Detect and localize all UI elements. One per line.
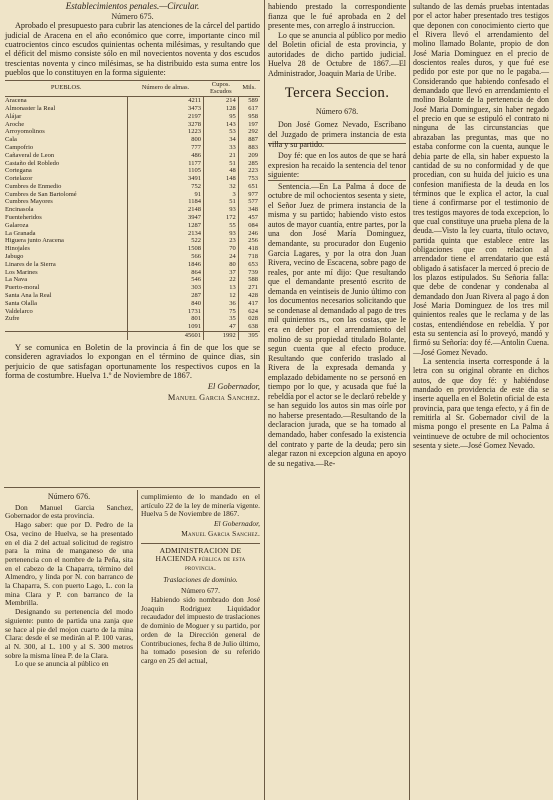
almas-value: 287 <box>127 292 203 300</box>
table-row <box>5 160 260 168</box>
column-rule <box>264 0 265 800</box>
table-row <box>5 128 260 136</box>
table-row <box>5 183 260 191</box>
table-row <box>5 284 260 292</box>
escudos-value: 33 <box>204 144 239 152</box>
signer-title: El Gobernador, <box>214 519 260 529</box>
almas-value: 1287 <box>127 222 203 230</box>
pueblo-name: Hinojales <box>5 245 30 253</box>
notice-body: cumplimiento de lo mandado en el artículo 22 de la ley de minería vigente. Huelva 5 de Noviembre de 1867. <box>141 492 260 519</box>
table-row <box>5 245 260 253</box>
mils-value: 292 <box>238 128 260 136</box>
notice-body: sultando de las demás pruebas intentadas por el actor haber presentado tres testigos que deponen con conocimiento cierto que el Rivera llevó el arrendamiento del molino llamado Bolante, propio de don José Maria Dominguez en el precio de doscientos reales duros, y que fué ese pedido por este por que no le pagaba.—Considerando que habiendo confesado el demandado que llevó en arrendamiento el molino Bolante de la pertenencia de don José Maria Dominguez, sin haber negado el precio en que se estipuló el contrato ni ninguna de las circunstancias que abrazaban las preguntas, mas que no estaba conforme con la cuenta, aunque le debia parte de ella, sin haber expuesto la cantidad de su no conformidad y de que procedian, con su huida del juicio es una confesion manifiesta de la deuda en los términos que le explica el actor, la cual tiene á confirmarse por el testimonio de tres testigos mayores de toda excepcion, lo que cual constituye una prueba plena de la deuda.—Visto la ley cuarta, título octavo, partida quinta que establece entre las obligaciones que con relacion al arrendador tiene el arrendatario que está obligado á satisfacer la merced ó precio de los plazos estipulados. Su Señoria falla: que debe de condenar y condenaba al demandado don Juan Rivera al pago á don José Maria Dominguez de los tres mil quinientos reales que le reclama y de las costas, entendiéndose en rebeldía. Y por esta su sentencia así lo proveyó, mandó y firmó su Señoría: doy fé.—Antolin Cuena.—José Gomez Nevado. <box>413 2 549 357</box>
almas-value: 4211 <box>127 97 203 105</box>
pueblo-name: Cañaveral de Leon <box>5 151 55 159</box>
table-row <box>5 269 260 277</box>
mils-value: 028 <box>238 315 260 323</box>
section-title: Establecimientos penales.—Circular. <box>65 1 200 11</box>
table-row <box>5 315 260 323</box>
table-row <box>5 300 260 308</box>
col-escudos-label: Escudos <box>210 88 232 96</box>
escudos-value: 95 <box>204 113 239 121</box>
mils-value: 428 <box>238 292 260 300</box>
notice-body: Doy fé: que en los autos de que se hará expresion ha recaido la sentencia del tenor siguiente: <box>268 151 406 180</box>
almas-value: 2148 <box>127 206 203 214</box>
notice-number: Número 675. <box>111 11 154 21</box>
section-heading: Tercera Seccion. <box>284 85 390 102</box>
table-row <box>5 167 260 175</box>
right-column <box>413 2 549 451</box>
table-row <box>5 121 260 129</box>
escudos-value: 23 <box>204 237 239 245</box>
mils-value: 588 <box>238 276 260 284</box>
almas-value: 91 <box>127 191 203 199</box>
pueblo-name: Jabugo <box>5 253 24 261</box>
escudos-value: 55 <box>204 222 239 230</box>
pueblo-name: Santa Olalla <box>5 299 37 307</box>
table-row <box>5 222 260 230</box>
escudos-value: 3 <box>204 191 239 199</box>
escudos-value: 51 <box>204 160 239 168</box>
table-row <box>5 230 260 238</box>
pueblo-name: Los Marines <box>5 268 38 276</box>
pueblos-body <box>5 97 260 332</box>
pueblo-name: Santa Ana la Real <box>5 292 52 300</box>
section-divider <box>4 487 260 488</box>
pueblo-name: Encinasola <box>5 206 34 214</box>
total-label <box>5 332 127 340</box>
notice-body: Designando su pertenencia del modo siguiente: punto de partida una zanja que se hace al pie del mojon cuarto de la mina Clara: desde el se medirán al P. 100 varas, al N. 300, al L. 100 y al S. 300 metros sobre la misma línea P. de la Clara. <box>5 607 133 660</box>
mils-value: 417 <box>238 300 260 308</box>
pueblo-name: Higuera junto Aracena <box>5 237 64 245</box>
almas-value: 1846 <box>127 261 203 269</box>
pueblo-name: Alájar <box>5 112 22 120</box>
almas-value: 3473 <box>127 105 203 113</box>
table-row <box>5 253 260 261</box>
escudos-value: 21 <box>204 152 239 160</box>
mils-value: 271 <box>238 284 260 292</box>
total-mils: 395 <box>238 332 260 340</box>
pueblo-name: Valdelarco <box>5 307 33 315</box>
almas-value: 777 <box>127 144 203 152</box>
almas-value: 303 <box>127 284 203 292</box>
mils-value: 246 <box>238 230 260 238</box>
escudos-value: 148 <box>204 175 239 183</box>
pueblo-name: Cala <box>5 136 17 144</box>
escudos-value: 37 <box>204 269 239 277</box>
almas-value: 840 <box>127 300 203 308</box>
table-row <box>5 97 260 105</box>
almas-value: 752 <box>127 183 203 191</box>
notice-body: Habiendo sido nombrado don José Joaquin Rodriguez Liquidador recaudador del impuesto de traslaciones de dominio de Moguer y su partido, por orden de la Dirección general de Contribuciones, fecha 8 de Julio último, ha tomado posesion de su referido cargo en 25 del actual, <box>141 595 260 665</box>
section-divider <box>141 543 260 544</box>
pueblo-name: Zufre <box>5 315 20 323</box>
escudos-value: 35 <box>204 315 239 323</box>
escudos-value: 143 <box>204 121 239 129</box>
almas-value: 1508 <box>127 245 203 253</box>
almas-value: 800 <box>127 136 203 144</box>
mils-value: 617 <box>238 105 260 113</box>
notice-body: La sentencia inserta corresponde á la letra con su original obrante en dichos autos, de que doy fé: y habiéndose mandado en providencia de este dia se inserte aquella en el Boletin oficial de esta provincia, para que tenga efecto, y á fin de remitirla al Sr. Gobernador civil de la misma pongo el presente en La Palma á veintinueve de octubre de mil ochocientos sesenta y siete.—José Gomez Nevado. <box>413 357 549 451</box>
pueblo-name: Fuenteheridos <box>5 214 42 222</box>
mils-value: 084 <box>238 222 260 230</box>
table-row <box>5 323 260 331</box>
table-row <box>5 113 260 121</box>
almas-value: 1105 <box>127 167 203 175</box>
mils-value: 653 <box>238 261 260 269</box>
mils-value: 651 <box>238 183 260 191</box>
escudos-value: 22 <box>204 276 239 284</box>
mils-value: 457 <box>238 214 260 222</box>
left-top-column <box>5 2 260 402</box>
pueblo-name: Linares de la Sierra <box>5 260 56 268</box>
escudos-value: 13 <box>204 284 239 292</box>
table-row <box>5 198 260 206</box>
table-row <box>5 276 260 284</box>
almas-value: 2197 <box>127 113 203 121</box>
almas-value: 2134 <box>127 230 203 238</box>
notice-closing: Y se comunica en Boletin de la provincia á fin de que los que se consideren agraviados lo expongan en el término de quince dias, sin perjuicio de que satisfagan oportunamente los respectivos cupos en la forma de costumbre. Huelva 1.º de Noviembre de 1867. <box>5 342 260 381</box>
mils-value: 197 <box>238 121 260 129</box>
pueblo-name: Castaño del Robledo <box>5 159 60 167</box>
pueblos-table <box>5 80 260 340</box>
escudos-value: 47 <box>204 323 239 331</box>
mils-value: 883 <box>238 144 260 152</box>
mils-value: 887 <box>238 136 260 144</box>
escudos-value: 34 <box>204 136 239 144</box>
pueblo-name: Almonaster la Real <box>5 104 56 112</box>
mils-value: 418 <box>238 245 260 253</box>
almas-value: 1184 <box>127 198 203 206</box>
escudos-value: 172 <box>204 214 239 222</box>
escudos-value: 53 <box>204 128 239 136</box>
almas-value: 864 <box>127 269 203 277</box>
almas-value: 3491 <box>127 175 203 183</box>
table-row <box>5 237 260 245</box>
col-mils: Mils. <box>242 84 256 92</box>
notice-number: Número 677. <box>181 586 220 596</box>
escudos-value: 32 <box>204 183 239 191</box>
col-pueblos: PUEBLOS. <box>50 84 82 92</box>
escudos-value: 36 <box>204 300 239 308</box>
notice-heading: Don José Gomez Nevado, Escribano del Juzgado de primera instancia de esta villa y su partido. <box>268 120 406 149</box>
signer-name: Manuel Garcia Sanchez. <box>167 392 260 402</box>
total-escudos: 1992 <box>204 332 239 340</box>
signer-name: Manuel Garcia Sanchez. <box>181 528 260 538</box>
pueblo-name: Cumbres de Enmedio <box>5 182 62 190</box>
pueblo-name: La Granada <box>5 229 36 237</box>
signer-title: El Gobernador, <box>207 382 260 392</box>
pueblo-name: Galaroza <box>5 221 29 229</box>
total-almas: 45601 <box>127 332 203 340</box>
pueblo-name: Cortegana <box>5 167 32 175</box>
escudos-value: 93 <box>204 206 239 214</box>
col-almas: Número de almas. <box>141 84 190 92</box>
mils-value: 256 <box>238 237 260 245</box>
table-row <box>5 136 260 144</box>
bottom-left-column <box>5 493 133 669</box>
pueblo-name: Cumbres de San Bartolomé <box>5 190 77 198</box>
notice-body: Hago saber: que por D. Pedro de la Osa, vecino de Huelva, se ha presentado en el dia 2 del actual solicitud de registro para la mina de manganeso de una pertenencia con el nombre de la Peña, sita en el cabezo de la Chaparra, término del Almendro, y linda por N. con barranco de la Chaparra, S. con puerto Lago, L. con la mina Clara y P. con barranco de la Membrilla. <box>5 520 133 608</box>
notice-body: habiendo prestado la correspondiente fianza que le fué aprobada en 2 del presente mes, con arreglo á instruccion. <box>268 2 406 31</box>
pueblo-name: Aroche <box>5 120 25 128</box>
table-row <box>5 292 260 300</box>
almas-value: 486 <box>127 152 203 160</box>
escudos-value: 214 <box>204 97 239 105</box>
table-total-row <box>5 332 260 340</box>
escudos-value: 12 <box>204 292 239 300</box>
table-row <box>5 144 260 152</box>
almas-value: 546 <box>127 276 203 284</box>
pueblo-name: Campofrio <box>5 143 34 151</box>
escudos-value: 128 <box>204 105 239 113</box>
mils-value: 977 <box>238 191 260 199</box>
almas-value: 1223 <box>127 128 203 136</box>
mils-value: 577 <box>238 198 260 206</box>
almas-value: 1091 <box>127 323 203 331</box>
escudos-value: 80 <box>204 261 239 269</box>
pueblo-name: Cumbres Mayores <box>5 198 53 206</box>
pueblo-name: Arroyomolinos <box>5 128 45 136</box>
table-row <box>5 105 260 113</box>
table-row <box>5 308 260 316</box>
mils-value: 285 <box>238 160 260 168</box>
pueblo-name: Cortelazor <box>5 175 33 183</box>
col-cupos: Cupos. <box>211 80 230 88</box>
mils-value: 223 <box>238 167 260 175</box>
mils-value: 589 <box>238 97 260 105</box>
table-row <box>5 152 260 160</box>
mils-value: 348 <box>238 206 260 214</box>
almas-value: 1177 <box>127 160 203 168</box>
notice-intro: Aprobado el presupuesto para cubrir las atenciones de la cárcel del partido judicial de Aracena en el año económico que corre, importante cinco mil cuatrocientos cinco escudos quinientas ochenta milésimas, y resultando que el déficit del mismo consiste sólo en mil novecientos noventa y dos escudos trescientas noventa y cinco milésimas, se ha distribuido esta suma entre los pueblos que lo constituyen en la forma siguiente: <box>5 21 260 78</box>
mils-value: 624 <box>238 308 260 316</box>
table-row <box>5 191 260 199</box>
notice-body: Sentencia.—En La Palma á doce de octubre de mil ochocientos sesenta y siete, el Señor Juez de primera instancia de la misma y su partido; habiendo visto estos autos de mayor cuantía, entre partes, por la una don José María Dominguez, demandante, su procurador don Eugenio Garcia Lagares, y por la otra don Juan Rivera, vecino de Escacena, sobre pago de reales, por ante mí dijo: Que resultando que el demandante presentó escrito de demanda en veintiseis de Junio último con los documentos necesarios solicitando que se condenase al demandado al pago de tres mil quinientos rs., con las costas, que le era en deber por el arrendamiento del molino de su propiedad titulado Bolante, segun cuenta que al efecto produce. Resultando que conferido traslado al Rivera de la expresada demanda y emplazado debidamente no se personó en tiempo por lo que, y acusada que fué la rebeldía por el actor se le declaró rebelde y se han seguido los autos sin mas oírle por no haberse presentado.—Resultando de la declaracion jurada, que se ha tomado al demandado, haber confesado la existencia del contrato y parte de la deuda; pero sin alegar razon ni excepcion alguna en apoyo de su negativa.—Re- <box>268 181 406 468</box>
notice-body: Lo que se anuncia al público por medio del Boletin oficial de esta provincia, y autoridades de dicho partido judicial. Huelva 28 de Octubre de 1867.—El Administrador, Joaquin Maria de Uribe. <box>268 30 406 78</box>
pueblo-name: Aracena <box>5 97 27 105</box>
mils-value: 638 <box>238 323 260 331</box>
almas-value: 3278 <box>127 121 203 129</box>
mils-value: 958 <box>238 113 260 121</box>
table-row <box>5 206 260 214</box>
escudos-value: 48 <box>204 167 239 175</box>
escudos-value: 75 <box>204 308 239 316</box>
almas-value: 801 <box>127 315 203 323</box>
middle-column <box>268 2 406 468</box>
col-escudos <box>204 80 239 97</box>
pueblo-name: La Nava <box>5 276 28 284</box>
column-rule <box>137 490 138 800</box>
mils-value: 209 <box>238 152 260 160</box>
bottom-middle-column <box>141 493 260 666</box>
pueblo-name <box>5 323 127 331</box>
almas-value: 3947 <box>127 214 203 222</box>
notice-number: Número 678. <box>315 106 359 116</box>
mils-value: 718 <box>238 253 260 261</box>
section-title: ADMINISTRACION DE HACIENDA pública de esta provincia. <box>155 545 246 572</box>
notice-body: Lo que se anuncia al público en <box>15 659 109 669</box>
escudos-value: 70 <box>204 245 239 253</box>
table-row <box>5 175 260 183</box>
mils-value: 739 <box>238 269 260 277</box>
almas-value: 566 <box>127 253 203 261</box>
notice-heading: Don Manuel Garcia Sanchez, Gobernador de esta provincia. <box>5 502 133 521</box>
mils-value: 753 <box>238 175 260 183</box>
escudos-value: 51 <box>204 198 239 206</box>
almas-value: 522 <box>127 237 203 245</box>
escudos-value: 24 <box>204 253 239 261</box>
escudos-value: 93 <box>204 230 239 238</box>
column-rule <box>409 0 410 800</box>
table-row <box>5 261 260 269</box>
pueblo-name: Puerto-moral <box>5 284 40 292</box>
notice-number: Número 676. <box>47 492 91 501</box>
table-row <box>5 214 260 222</box>
subsection-title: Traslaciones de dominio. <box>163 574 238 584</box>
almas-value: 1731 <box>127 308 203 316</box>
